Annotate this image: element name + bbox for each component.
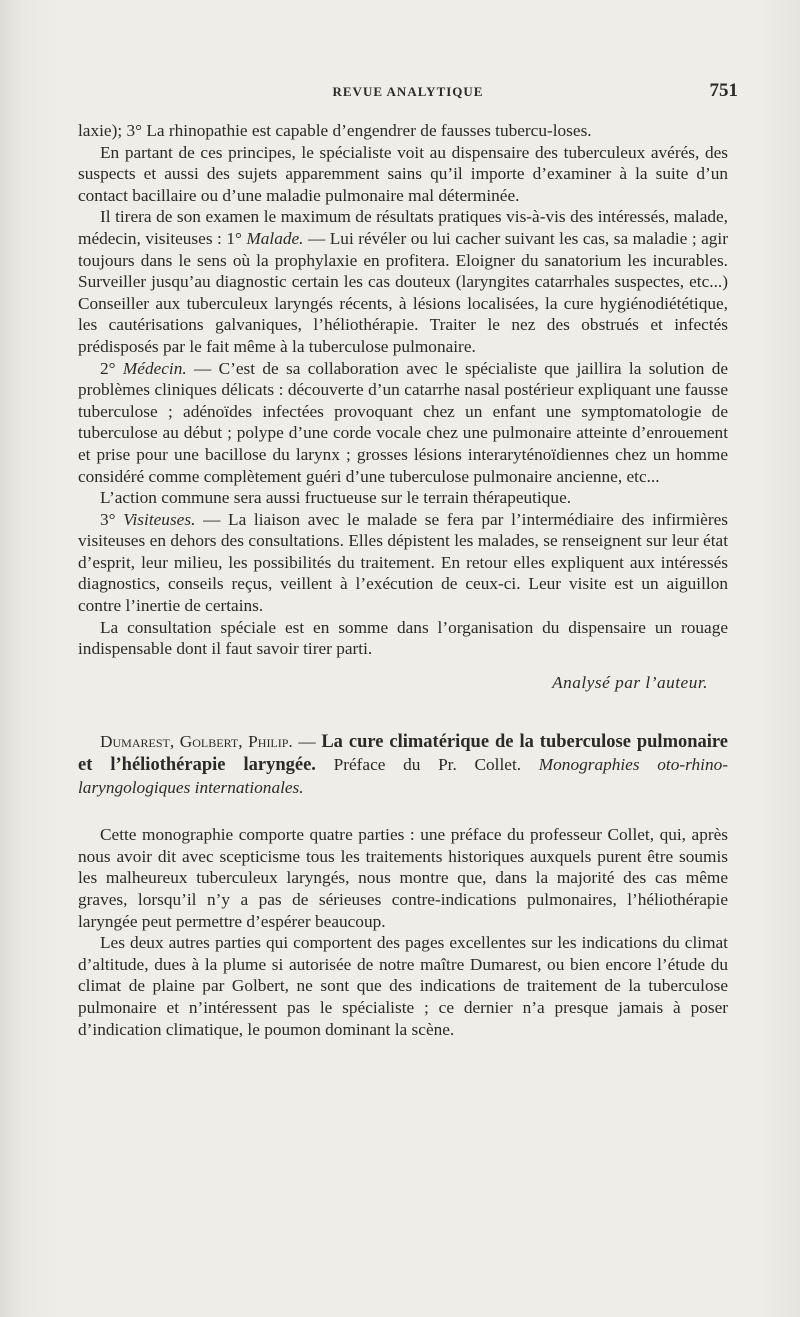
- item-label-malade: Malade.: [246, 228, 304, 248]
- paragraph: laxie); 3° La rhinopathie est capable d’engendrer de fausses tubercu-loses.: [78, 121, 592, 140]
- paragraph-visiteuses: [78, 509, 728, 617]
- item-label-visiteuses: Visiteuses.: [123, 509, 196, 529]
- review-title: La cure climatérique de la tuberculose pulmonaire et l’héliothérapie laryngée.: [78, 732, 728, 776]
- paragraph-medecin: [78, 358, 728, 488]
- item-number: 2°: [100, 358, 123, 378]
- running-head: [78, 80, 738, 104]
- author-signature: Analysé par l’auteur.: [552, 672, 708, 692]
- item-label-medecin: Médecin.: [122, 358, 187, 378]
- paragraph: Cette monographie comporte quatre parties : une préface du professeur Collet, qui, après nous avoir dit avec scepticisme tous les traitements historiques auxquels purent être soumis les malheureux tuberculeux laryngés, nous montre que, dans la majorité des cas même graves, lorsqu’il n’y a pas de sérieuses contre-indications pulmonaires, l’héliothérapie laryngée peut permettre d’espérer beaucoup.: [78, 825, 728, 931]
- paragraph-malade: [78, 206, 728, 357]
- paragraph-intro: Il tirera de son examen le maximum de résultats pratiques vis-à-vis des intéressés, malade, médecin, visiteuses : 1°: [78, 207, 728, 248]
- running-head-title: REVUE ANALYTIQUE: [332, 84, 484, 99]
- review-dash: —: [292, 732, 322, 752]
- review-heading: [78, 731, 728, 798]
- page-number: 751: [709, 80, 738, 101]
- paragraph: La consultation spéciale est en somme dans l’organisation du dispensaire un rouage indispensable dont il faut savoir tirer parti.: [78, 617, 728, 659]
- paragraph: Les deux autres parties qui comportent des pages excellentes sur les indications du climat d’altitude, dues à la plume si autorisée de notre maître Dumarest, ou bien encore l’étude du climat de plaine par Golbert, ne sont que des indications de traitement de la tuberculose pulmonaire et n’intéressent pas le spécialiste ; ce dernier n’a presque jamais à poser d’indication climatique, le poumon dominant la scène.: [78, 933, 728, 1039]
- paragraph-text: — C’est de sa collaboration avec le spécialiste que jaillira la solution de problèmes cliniques délicats : découverte d’un catarrhe nasal postérieur expliquant une fausse tuberculose ; adénoïdes infectées provoquant chez un enfant une symptomatologie de tuberculose au début ; polype d’une corde vocale chez une pulmonaire atteinte d’enrouement et prise pour une bacillose du larynx ; grosses lésions interaryténoïdiennes chez un homme considéré comme complètement guéri d’une tuberculose pulmonaire ancienne, etc...: [78, 358, 729, 486]
- paragraph-text: — Lui révéler ou lui cacher suivant les cas, sa maladie ; agir toujours dans le sens où la prophylaxie en profitera. Eloigner du sanatorium les incurables. Surveiller jusqu’au diagnostic certain les cas douteux (laryngites catarrhales suspectes, etc...) Conseiller aux tuberculeux laryngés récents, à lésions localisées, la cure hygiénodiététique, les cautérisations galvaniques, l’héliothérapie. Traiter le nez des obstrués et infectés prédisposés par le fait même à la tuberculose pulmonaire.: [78, 228, 728, 356]
- review-series: Monographies oto-rhino-laryngologiques internationales.: [78, 755, 728, 797]
- review-preface: Préface du Pr. Collet.: [315, 755, 539, 775]
- paragraph: L’action commune sera aussi fructueuse sur le terrain thérapeutique.: [100, 488, 572, 508]
- paragraph: En partant de ces principes, le spécialiste voit au dispensaire des tuberculeux avérés, des suspects et aussi des sujets apparemment sains qu’il importe d’examiner à la suite d’un contact bacillaire ou d’une maladie pulmonaire mal déterminée.: [78, 142, 728, 205]
- body-text: [78, 120, 728, 1040]
- review-authors: Dumarest, Golbert, Philip.: [100, 732, 293, 752]
- item-number: 3°: [100, 509, 124, 529]
- paragraph-text: — La liaison avec le malade se fera par l’intermédiaire des infirmières visiteuses en dehors des consultations. Elles dépistent les malades, se renseignent sur leur état d’esprit, leur milieu, les possibilités du traitement. En retour elles expliquent aux intéressés diagnostics, conseils reçus, veillent à l’exécution de ceux-ci. Leur visite est un aiguillon contre l’inertie de certains.: [78, 509, 728, 616]
